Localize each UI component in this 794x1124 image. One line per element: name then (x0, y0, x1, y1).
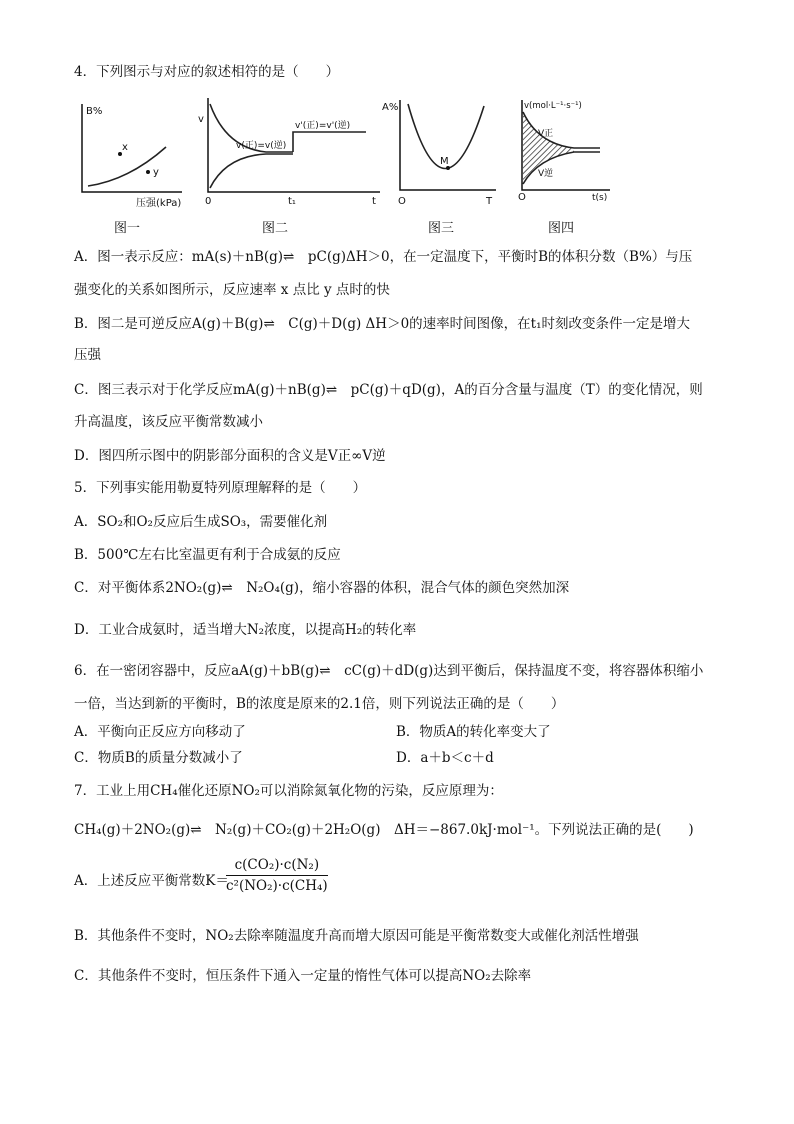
f1-xlabel: 压强(kPa) (136, 198, 182, 209)
fraction-denominator: c²(NO₂)·c(CH₄) (226, 878, 328, 894)
q4-option-d: D．图四所示图中的阴影部分面积的含义是V正∞V逆 (74, 448, 386, 464)
q6-option-b: B．物质A的转化率变大了 (396, 724, 551, 740)
q5-option-b: B．500℃左右比室温更有利于合成氨的反应 (74, 547, 341, 563)
f2-t: t (372, 196, 376, 207)
f2-ylabel: v (198, 114, 204, 125)
caption-fig4: 图四 (548, 221, 575, 236)
q4-option-a-1: A．图一表示反应：mA(s)＋nB(g)⇌ pC(g)ΔH＞0，在一定温度下，平衡时B的体积分数（B%）与压 (74, 249, 693, 265)
f4-ylabel: v(mol·L⁻¹·s⁻¹) (524, 101, 582, 111)
caption-fig1: 图一 (114, 221, 141, 236)
point-y (146, 170, 150, 174)
q7-option-b: B．其他条件不变时，NO₂去除率随温度升高而增大原因可能是平衡常数变大或催化剂活性增强 (74, 928, 639, 944)
q7-equation: CH₄(g)＋2NO₂(g)⇌ N₂(g)＋CO₂(g)＋2H₂O(g) ΔH＝−867.0kJ·mol⁻¹。下列说法正确的是( ) (74, 822, 694, 838)
f2-eq1: v(正)=v(逆) (236, 141, 287, 151)
f3-point: M (440, 156, 449, 167)
f4-origin: O (518, 192, 526, 203)
q7-option-c: C．其他条件不变时，恒压条件下通入一定量的惰性气体可以提高NO₂去除率 (74, 968, 532, 984)
q4-option-b-1: B．图二是可逆反应A(g)＋B(g)⇌ C(g)＋D(g) ΔH＞0的速率时间图像，在t₁时刻改变条件一定是增大 (74, 316, 690, 332)
f2-eq2: v'(正)=v'(逆) (295, 121, 351, 131)
q5-option-c: C．对平衡体系2NO₂(g)⇌ N₂O₄(g)，缩小容器的体积，混合气体的颜色突然加深 (74, 580, 570, 596)
q5-option-d: D．工业合成氨时，适当增大N₂浓度，以提高H₂的转化率 (74, 622, 417, 638)
f2-t1: t₁ (288, 196, 296, 207)
caption-fig2: 图二 (262, 221, 289, 236)
q6-option-a: A．平衡向正反应方向移动了 (74, 724, 246, 740)
q6-stem-1: 6．在一密闭容器中，反应aA(g)＋bB(g)⇌ cC(g)＋dD(g)达到平衡后，保持温度不变，将容器体积缩小 (74, 663, 704, 679)
q5-stem: 5．下列事实能用勒夏特列原理解释的是（ ） (74, 480, 367, 496)
q4-stem: 4．下列图示与对应的叙述相符的是（ ） (74, 64, 340, 80)
q4-option-c-2: 升高温度，该反应平衡常数减小 (74, 414, 263, 430)
f4-xlabel: t(s) (592, 193, 608, 203)
figure-3 (380, 92, 498, 210)
q7-stem: 7．工业上用CH₄催化还原NO₂可以消除氮氧化物的污染，反应原理为： (74, 783, 503, 799)
f1-y-label: y (153, 167, 159, 178)
fraction-numerator: c(CO₂)·c(N₂) (226, 857, 328, 876)
figure-1 (74, 92, 184, 210)
q7-option-a-prefix: A．上述反应平衡常数K＝ (74, 873, 229, 889)
q5-option-a: A．SO₂和O₂反应后生成SO₃，需要催化剂 (74, 514, 328, 530)
q4-option-b-2: 压强 (74, 347, 101, 363)
f4-vrev: V逆 (538, 169, 554, 179)
figure-2 (196, 92, 382, 210)
q4-option-a-2: 强变化的关系如图所示，反应速率 x 点比 y 点时的快 (74, 282, 390, 298)
q6-option-d: D．a＋b＜c＋d (396, 750, 494, 766)
q6-option-c: C．物质B的质量分数减小了 (74, 750, 243, 766)
caption-fig3: 图三 (428, 221, 455, 236)
figure-4 (508, 92, 612, 210)
q7-option-a-fraction (226, 857, 328, 894)
f4-vfwd: V正 (538, 129, 554, 139)
f2-origin: 0 (205, 196, 212, 207)
q6-stem-2: 一倍，当达到新的平衡时，B的浓度是原来的2.1倍，则下列说法正确的是（ ） (74, 696, 565, 712)
f3-ylabel: A% (382, 102, 399, 113)
f1-ylabel: B% (86, 106, 103, 117)
f3-xlabel: T (486, 196, 493, 207)
f3-origin: O (398, 196, 406, 207)
q4-option-c-1: C．图三表示对于化学反应mA(g)＋nB(g)⇌ pC(g)＋qD(g)，A的百分含量与温度（T）的变化情况，则 (74, 382, 703, 398)
f1-x-label: x (122, 142, 128, 153)
